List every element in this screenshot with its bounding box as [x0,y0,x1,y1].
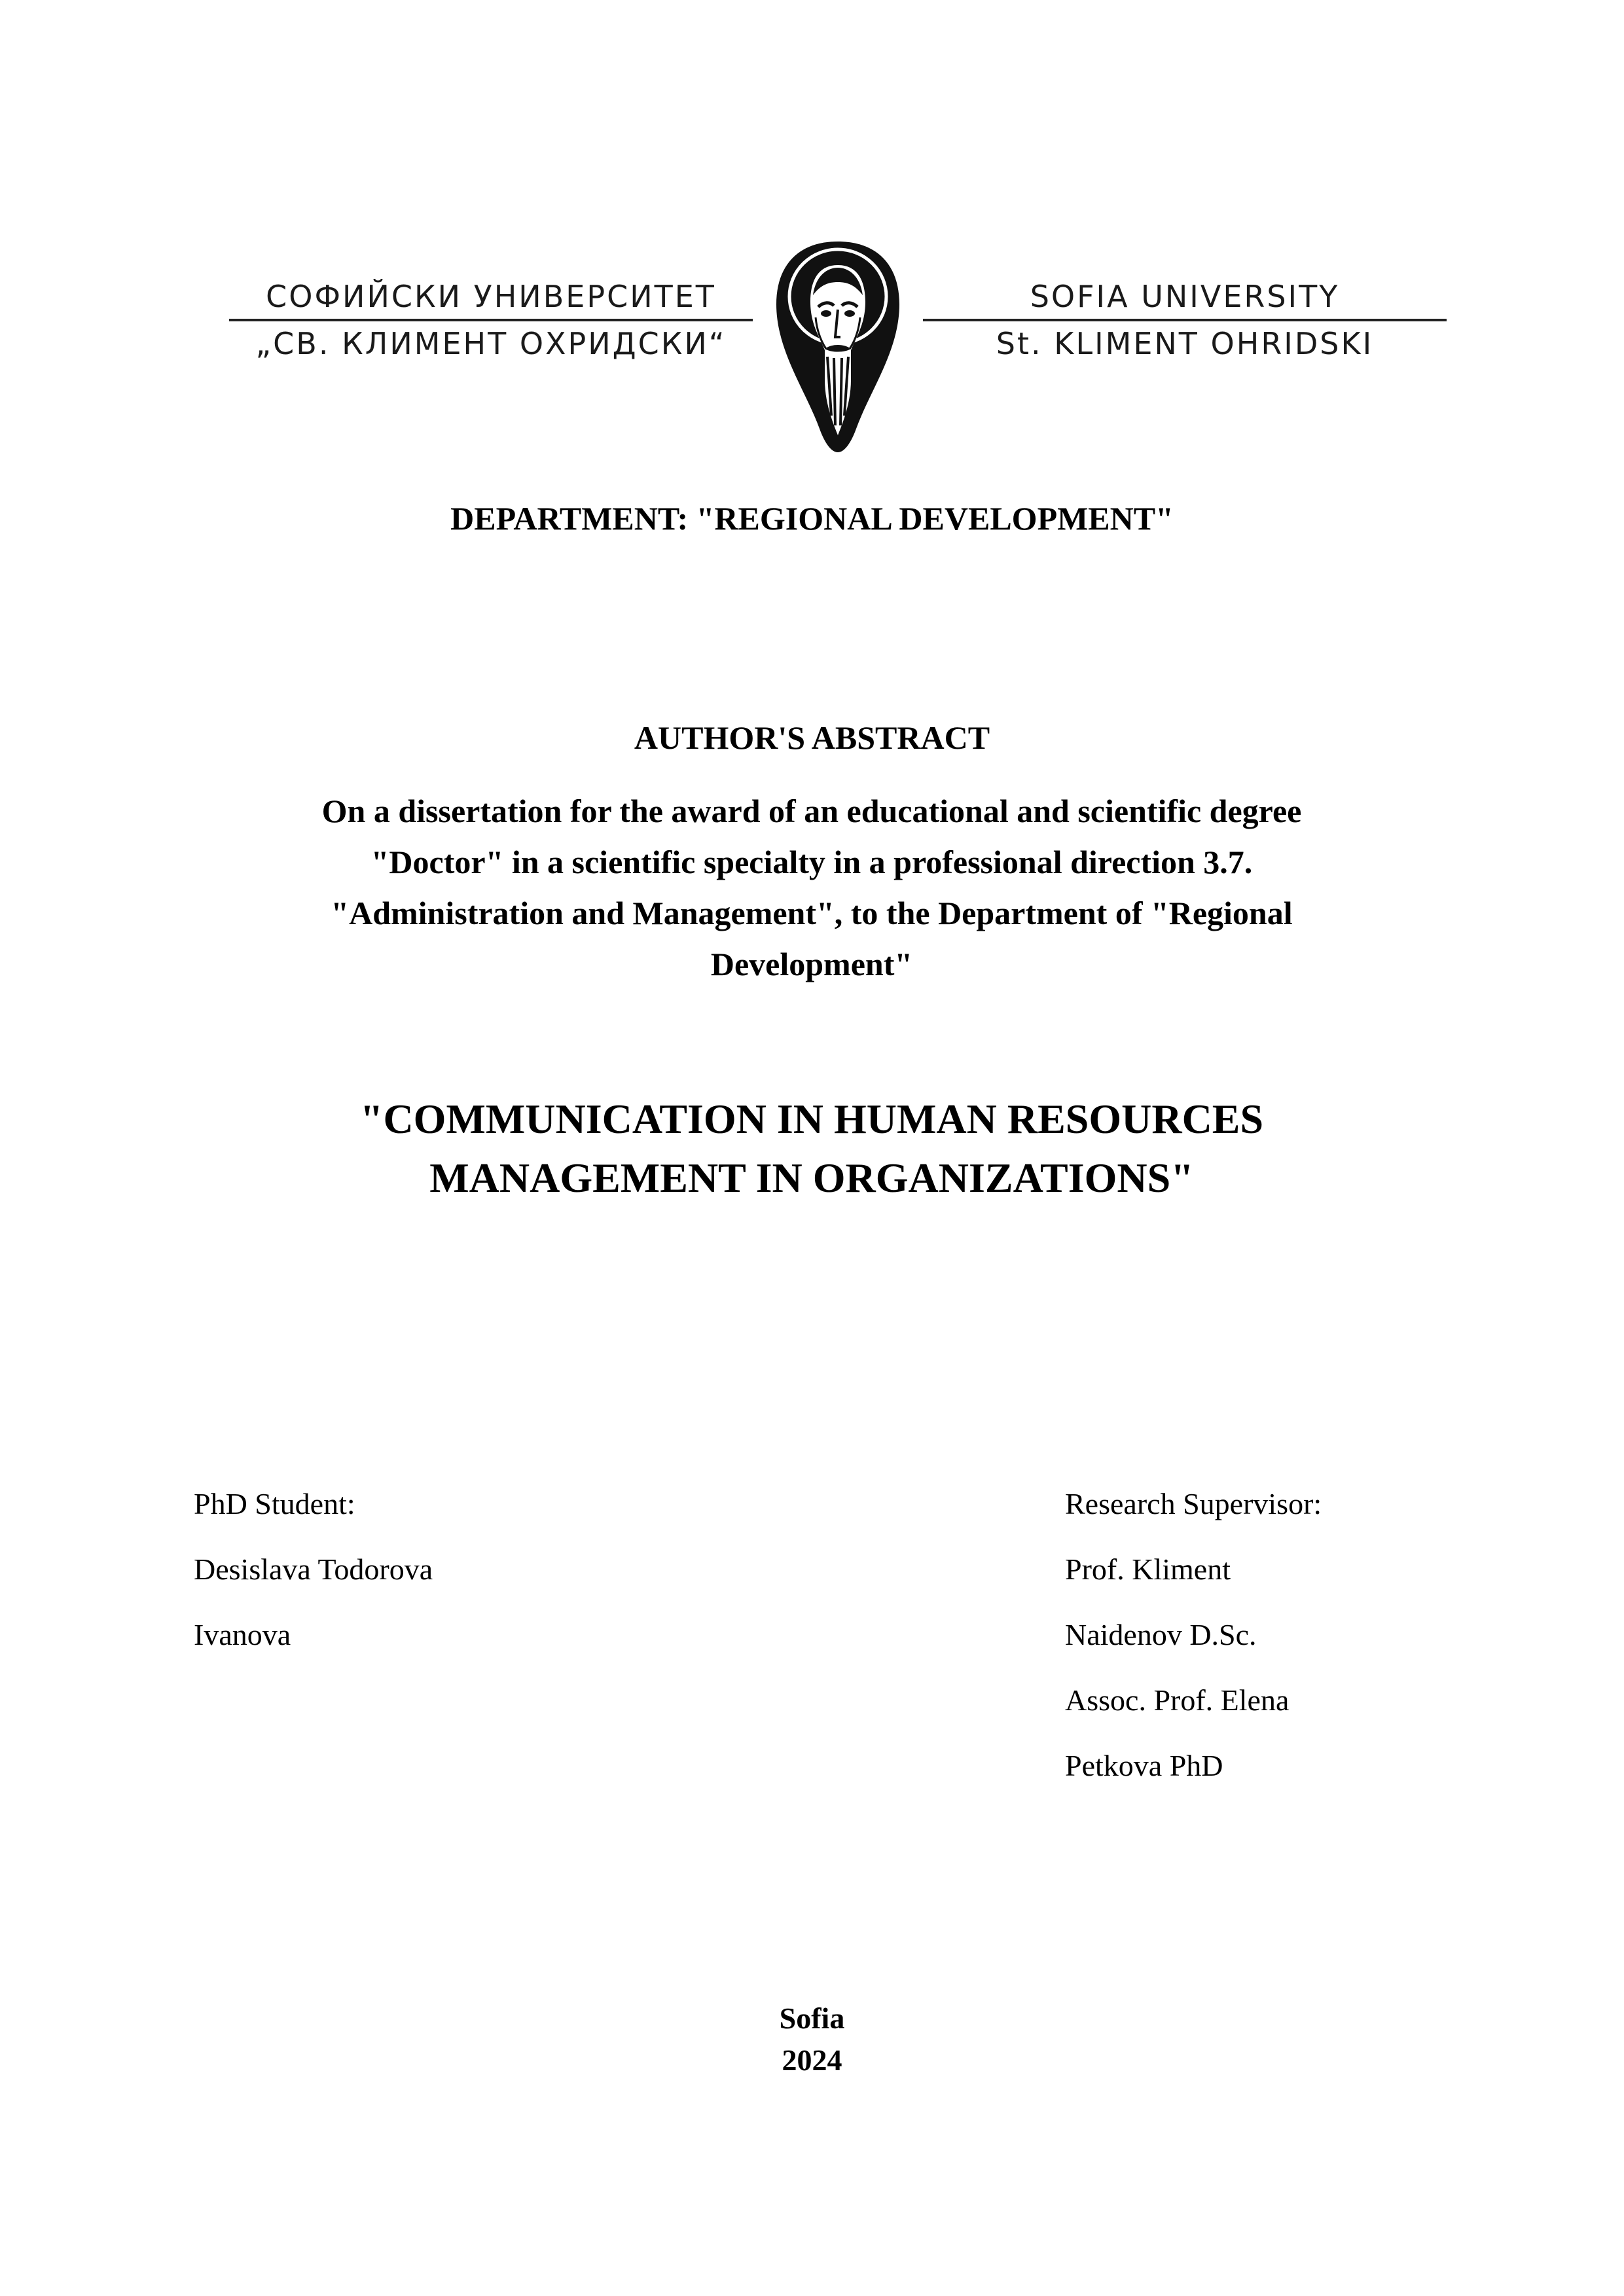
university-name-bg-line2: „СВ. КЛИМЕНТ ОХРИДСКИ“ [255,326,727,361]
abstract-line: "Doctor" in a scientific specialty in a professional direction 3.7. [370,844,1253,880]
thesis-title-line: "COMMUNICATION IN HUMAN RESOURCES [359,1096,1264,1142]
thesis-title [196,1090,1427,1208]
university-name-bg-line1: СОФИЙСКИ УНИВЕРСИТЕТ [229,278,753,321]
abstract-title: AUTHOR'S ABSTRACT [634,719,990,756]
thesis-title-line: MANAGEMENT IN ORGANIZATIONS" [429,1155,1194,1201]
research-supervisor-line: Prof. Kliment [1065,1552,1231,1586]
abstract-line: On a dissertation for the award of an educational and scientific degree [321,793,1302,829]
university-name-en-line2: St. KLIMENT OHRIDSKI [996,326,1374,361]
university-name-english [923,278,1447,363]
research-supervisor-line: Petkova PhD [1065,1749,1223,1782]
footer [0,1998,1624,2081]
footer-year: 2024 [782,2043,842,2077]
phd-student-block [194,1471,433,1668]
abstract-line: Development" [710,946,913,982]
phd-student-name-line: Ivanova [194,1618,291,1651]
university-logo [229,239,1447,455]
st-kliment-ohridski-seal-icon [772,239,903,455]
footer-city: Sofia [779,2001,845,2035]
research-supervisor-block [1065,1471,1322,1799]
abstract-line: "Administration and Management", to the Department of "Regional [331,895,1293,931]
phd-student-label: PhD Student: [194,1487,355,1520]
research-supervisor-line: Assoc. Prof. Elena [1065,1683,1290,1717]
university-name-bulgarian [229,278,753,363]
phd-student-name-line: Desislava Todorova [194,1552,433,1586]
abstract-description [223,785,1401,990]
research-supervisor-label: Research Supervisor: [1065,1487,1322,1520]
research-supervisor-line: Naidenov D.Sc. [1065,1618,1257,1651]
department-heading: DEPARTMENT: "REGIONAL DEVELOPMENT" [450,500,1174,537]
university-name-en-line1: SOFIA UNIVERSITY [923,278,1447,321]
